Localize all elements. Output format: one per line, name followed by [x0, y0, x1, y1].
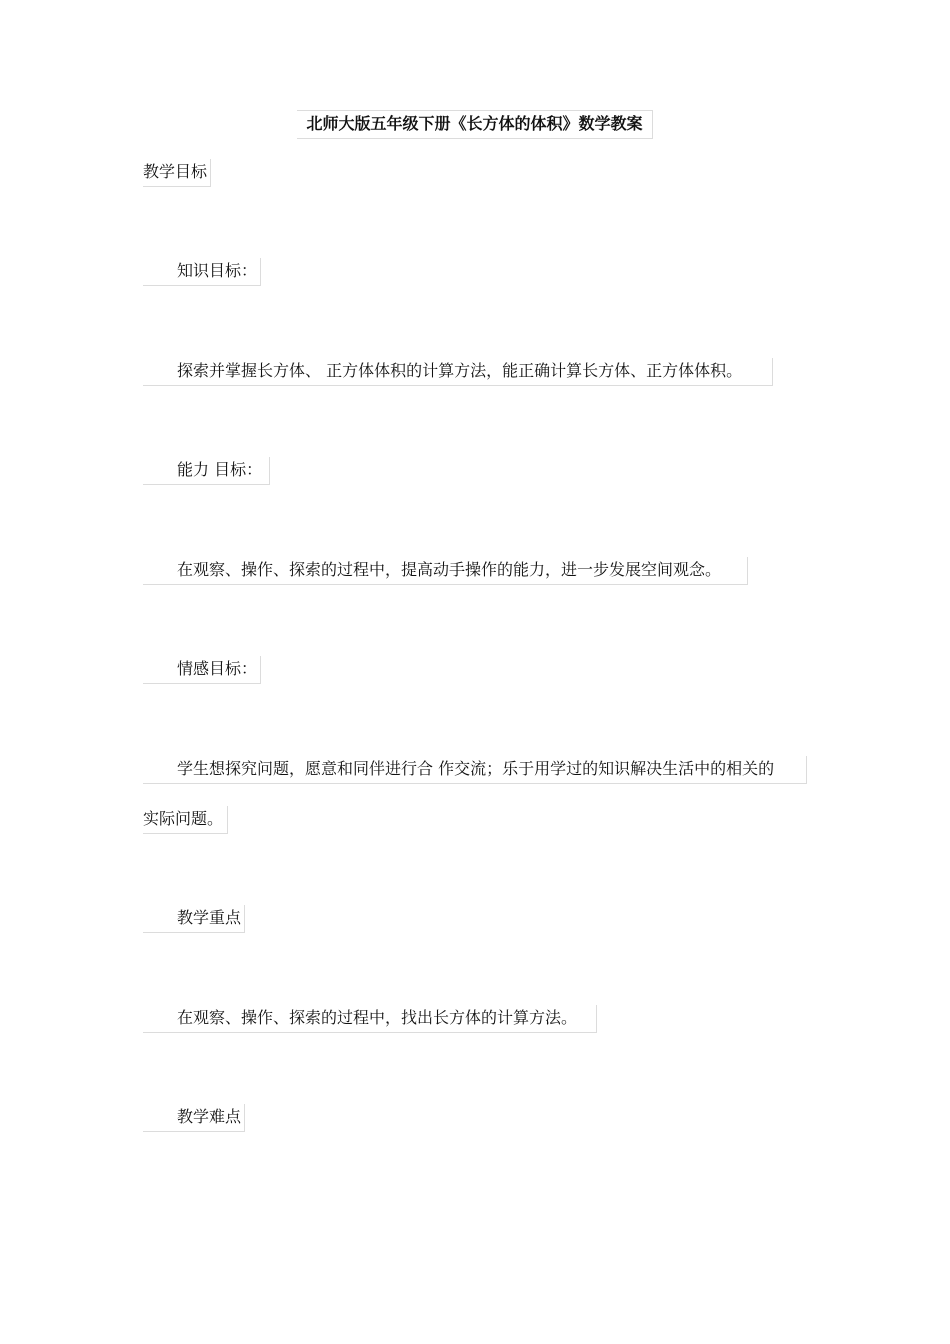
heading-knowledge-objective: 知识目标：	[143, 258, 261, 286]
emotion-objective-text-line2: 实际问题。	[143, 806, 228, 834]
document-title: 北师大版五年级下册《长方体的体积》数学教案	[297, 110, 653, 139]
heading-teaching-focus: 教学重点	[143, 905, 245, 933]
heading-teaching-difficulty: 教学难点	[143, 1104, 245, 1132]
emotion-objective-text-line1: 学生想探究问题，愿意和同伴进行合 作交流；乐于用学过的知识解决生活中的相关的	[143, 756, 807, 784]
heading-teaching-objectives: 教学目标	[143, 159, 211, 187]
ability-objective-text: 在观察、操作、探索的过程中，提高动手操作的能力，进一步发展空间观念。	[143, 557, 748, 585]
heading-ability-objective: 能力 目标：	[143, 457, 270, 485]
teaching-focus-text: 在观察、操作、探索的过程中，找出长方体的计算方法。	[143, 1005, 597, 1033]
heading-emotion-objective: 情感目标：	[143, 656, 261, 684]
knowledge-objective-text: 探索并掌握长方体、 正方体体积的计算方法，能正确计算长方体、正方体体积。	[143, 358, 773, 386]
